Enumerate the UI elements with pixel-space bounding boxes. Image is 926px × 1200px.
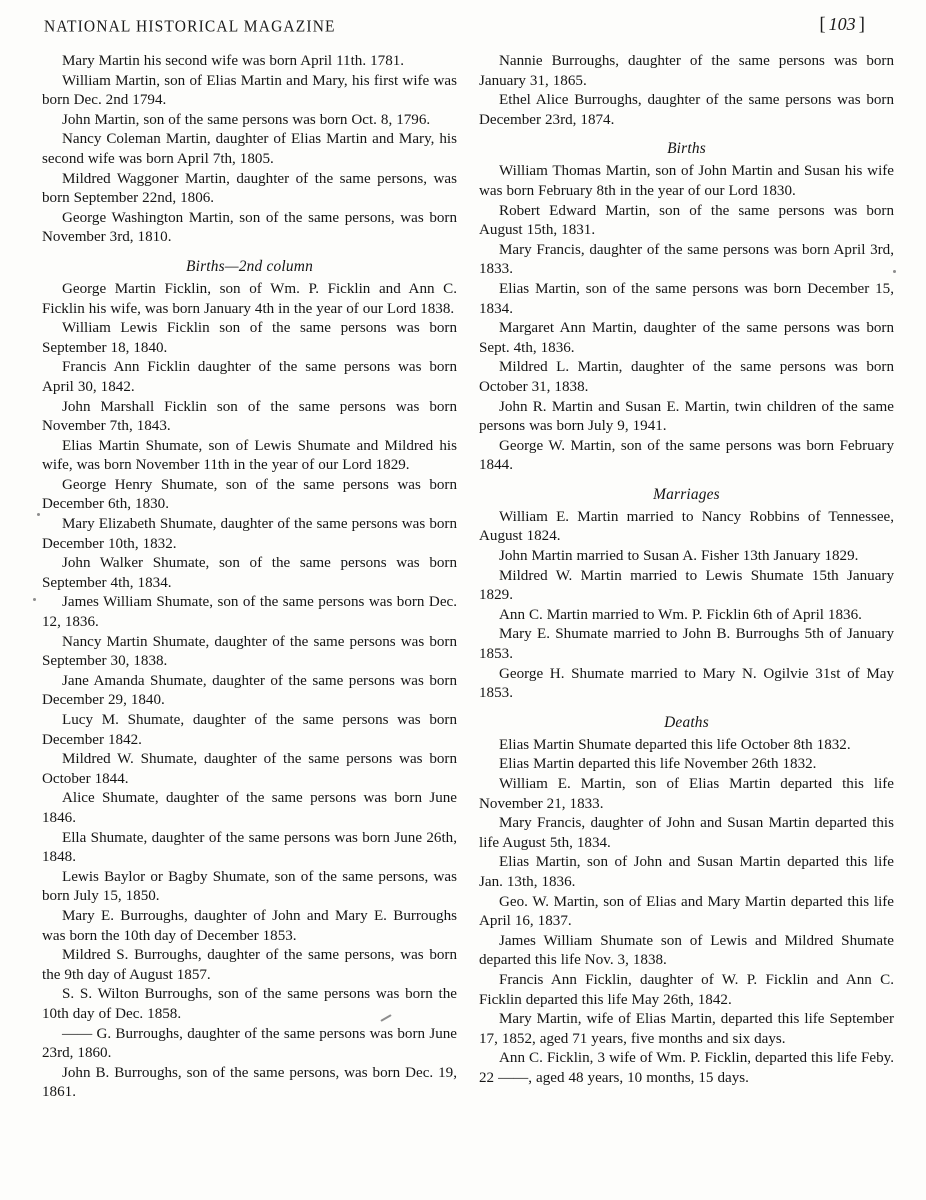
record-entry: S. S. Wilton Burroughs, son of the same persons was born the 10th day of Dec. 1858.: [42, 986, 457, 1022]
record-entry: Mary Martin his second wife was born April 11th. 1781.: [62, 53, 405, 69]
right-column: [479, 52, 894, 1192]
record-entry: Elias Martin departed this life November 26th 1832.: [499, 756, 817, 773]
record-entry: John B. Burroughs, son of the same persons, was born Dec. 19, 1861.: [42, 1064, 457, 1101]
record-entry: James William Shumate, son of the same persons was born Dec. 12, 1836.: [42, 594, 457, 631]
page-folio: [816, 14, 868, 36]
folio-number: 103: [828, 14, 856, 34]
section-heading-births-2nd-column: Births—2nd column: [186, 257, 313, 275]
scan-speck: [37, 513, 40, 516]
record-entry: —— G. Burroughs, daughter of the same persons was born June 23rd, 1860.: [42, 1025, 457, 1062]
record-entry: John Martin married to Susan A. Fisher 13th January 1829.: [499, 548, 859, 565]
record-entry: George W. Martin, son of the same persons was born February 1844.: [479, 437, 894, 474]
record-entry: William Thomas Martin, son of John Martin and Susan his wife was born February 8th in the year of our Lord 1830.: [479, 163, 894, 199]
record-entry: Mary E. Burroughs, daughter of John and Mary E. Burroughs was born the 10th day of December 1853.: [42, 907, 457, 944]
record-entry: Mary Martin, wife of Elias Martin, departed this life September 17, 1852, aged 71 years, five months and six days.: [479, 1011, 894, 1047]
record-entry: Nancy Coleman Martin, daughter of Elias Martin and Mary, his second wife was born April 7th, 1805.: [42, 131, 457, 167]
record-entry: John R. Martin and Susan E. Martin, twin children of the same persons was born July 9, 1941.: [479, 398, 894, 435]
record-entry: George Martin Ficklin, son of Wm. P. Ficklin and Ann C. Ficklin his wife, was born January 4th in the year of our Lord 1838.: [42, 280, 457, 317]
running-head: [44, 14, 896, 44]
record-entry: Ella Shumate, daughter of the same persons was born June 26th, 1848.: [42, 829, 457, 866]
section-heading-deaths: Deaths: [664, 713, 709, 731]
record-entry: John Walker Shumate, son of the same persons was born September 4th, 1834.: [42, 555, 457, 591]
record-entry: William Martin, son of Elias Martin and Mary, his first wife was born Dec. 2nd 1794.: [42, 72, 457, 109]
section-heading-births: Births: [667, 140, 706, 158]
record-entry: Mary Francis, daughter of the same persons was born April 3rd, 1833.: [479, 241, 894, 278]
record-entry: Alice Shumate, daughter of the same persons was born June 1846.: [42, 790, 457, 826]
record-entry: Margaret Ann Martin, daughter of the same persons was born Sept. 4th, 1836.: [479, 320, 894, 356]
record-entry: George Washington Martin, son of the same persons, was born November 3rd, 1810.: [42, 209, 457, 246]
record-entry: George Henry Shumate, son of the same persons was born December 6th, 1830.: [42, 476, 457, 513]
record-entry: Ann C. Martin married to Wm. P. Ficklin 6th of April 1836.: [499, 606, 862, 623]
record-entry: Elias Martin, son of the same persons was born December 15, 1834.: [479, 280, 894, 317]
record-entry: Mildred W. Shumate, daughter of the same persons was born October 1844.: [42, 751, 457, 787]
record-entry: Elias Martin Shumate, son of Lewis Shumate and Mildred his wife, was born November 11th in the year of our Lord 1829.: [42, 437, 457, 474]
record-entry: Jane Amanda Shumate, daughter of the same persons was born December 29, 1840.: [42, 672, 457, 709]
record-entry: Francis Ann Ficklin, daughter of W. P. Ficklin and Ann C. Ficklin departed this life May 26th, 1842.: [479, 971, 894, 1008]
record-entry: James William Shumate son of Lewis and Mildred Shumate departed this life Nov. 3, 1838.: [479, 932, 894, 969]
record-entry: John Martin, son of the same persons was born Oct. 8, 1796.: [62, 111, 431, 128]
record-entry: Mary Francis, daughter of John and Susan Martin departed this life August 5th, 1834.: [479, 815, 894, 851]
record-entry: William E. Martin married to Nancy Robbins of Tennessee, August 1824.: [479, 508, 894, 545]
record-entry: Mary Elizabeth Shumate, daughter of the same persons was born December 10th, 1832.: [42, 516, 457, 552]
scan-speck: [33, 598, 36, 601]
record-entry: Mildred S. Burroughs, daughter of the same persons, was born the 9th day of August 1857.: [42, 947, 457, 983]
record-entry: John Marshall Ficklin son of the same persons was born November 7th, 1843.: [42, 398, 457, 435]
record-entry: William Lewis Ficklin son of the same persons was born September 18, 1840.: [42, 320, 457, 356]
record-entry: Nancy Martin Shumate, daughter of the same persons was born September 30, 1838.: [42, 633, 457, 670]
record-entry: Mary E. Shumate married to John B. Burroughs 5th of January 1853.: [479, 626, 894, 663]
record-entry: Lucy M. Shumate, daughter of the same persons was born December 1842.: [42, 712, 457, 748]
record-entry: Mildred L. Martin, daughter of the same persons was born October 31, 1838.: [479, 359, 894, 395]
record-entry: Ethel Alice Burroughs, daughter of the same persons was born December 23rd, 1874.: [479, 92, 894, 128]
record-entry: Ann C. Ficklin, 3 wife of Wm. P. Ficklin, departed this life Feby. 22 ——, aged 48 years, 10 months, 15 days.: [479, 1050, 894, 1086]
record-entry: William E. Martin, son of Elias Martin departed this life November 21, 1833.: [479, 776, 894, 812]
folio-close-bracket: ]: [858, 14, 865, 35]
folio-open-bracket: [: [819, 14, 826, 35]
section-heading-marriages: Marriages: [653, 485, 720, 503]
record-entry: George H. Shumate married to Mary N. Ogilvie 31st of May 1853.: [479, 665, 894, 702]
record-entry: Nannie Burroughs, daughter of the same persons was born January 31, 1865.: [479, 53, 894, 89]
record-entry: Francis Ann Ficklin daughter of the same persons was born April 30, 1842.: [42, 359, 457, 395]
record-entry: Robert Edward Martin, son of the same persons was born August 15th, 1831.: [479, 202, 894, 239]
record-entry: Lewis Baylor or Bagby Shumate, son of the same persons, was born July 15, 1850.: [42, 868, 457, 905]
record-entry: Mildred Waggoner Martin, daughter of the same persons, was born September 22nd, 1806.: [42, 170, 457, 207]
record-entry: Mildred W. Martin married to Lewis Shumate 15th January 1829.: [479, 567, 894, 604]
record-entry: Elias Martin Shumate departed this life October 8th 1832.: [499, 736, 851, 753]
record-entry: Elias Martin, son of John and Susan Martin departed this life Jan. 13th, 1836.: [479, 854, 894, 890]
body-columns: [42, 52, 895, 1192]
left-column: [42, 52, 457, 1192]
record-entry: Geo. W. Martin, son of Elias and Mary Martin departed this life April 16, 1837.: [479, 893, 894, 930]
magazine-title: NATIONAL HISTORICAL MAGAZINE: [44, 16, 336, 36]
